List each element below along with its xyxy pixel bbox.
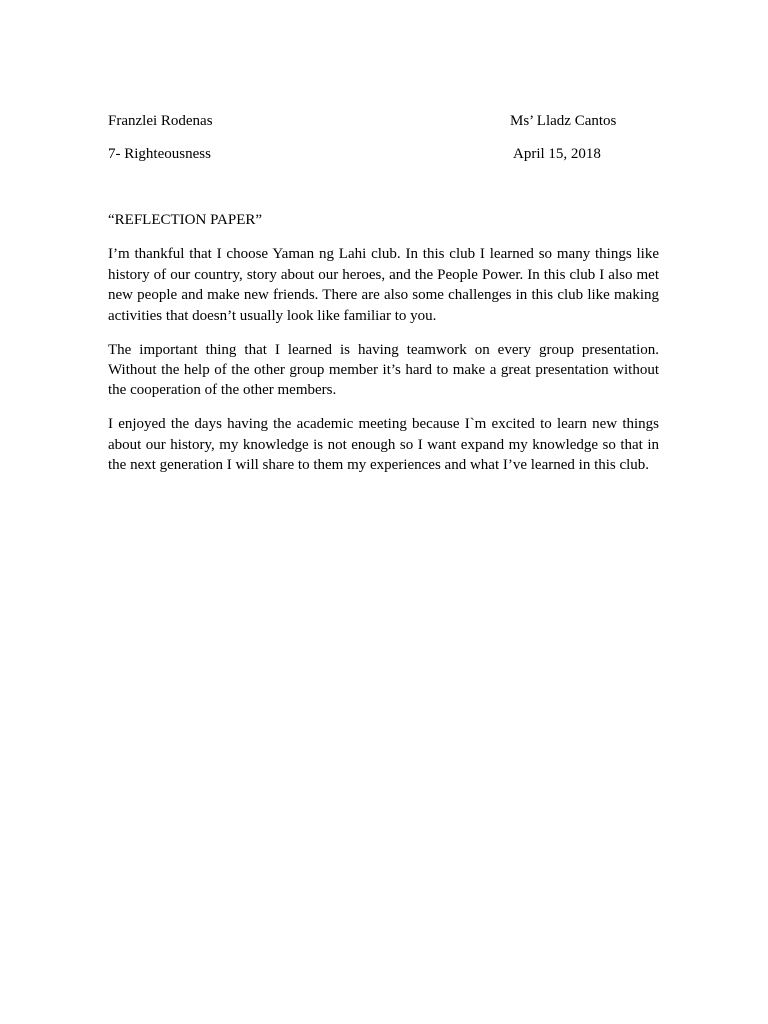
section-name: 7- Righteousness — [108, 146, 211, 162]
paragraph-3: I enjoyed the days having the academic meeting because I`m excited to learn new things about our history, my knowledge is not enough so I want expand my knowledge so that in the next generation I will share to them my experiences and what I’ve learned in this club. — [108, 416, 659, 474]
header-row-names — [108, 111, 660, 131]
document-date: April 15, 2018 — [513, 146, 601, 162]
teacher-name: Ms’ Lladz Cantos — [510, 113, 617, 129]
paragraph-1: I’m thankful that I choose Yaman ng Lahi club. In this club I learned so many things like history of our country, story about our heroes, and the People Power. In this club I also met new people and make new friends. There are also some challenges in this club like making activities that doesn’t usually look like familiar to you. — [108, 246, 659, 324]
student-name: Franzlei Rodenas — [108, 113, 213, 129]
header-row-section-date — [108, 144, 660, 164]
document-title: “REFLECTION PAPER” — [108, 212, 263, 228]
paragraph-2: The important thing that I learned is having teamwork on every group presentation. Without the help of the other group member it’s hard to make a great presentation without the cooperation of the other members. — [108, 341, 659, 399]
document-body — [108, 210, 659, 489]
